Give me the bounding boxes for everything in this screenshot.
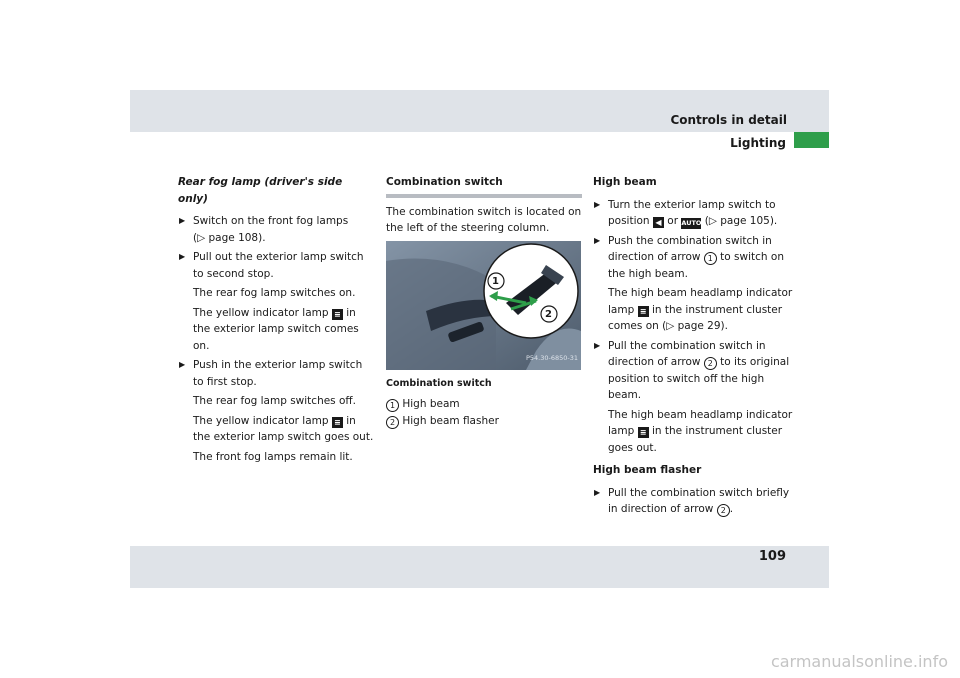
arrow-number: 2 — [717, 504, 730, 517]
note-text: The high beam headlamp indicator lamp — [608, 287, 793, 316]
step-text: . — [729, 503, 734, 515]
legend-number: 1 — [386, 399, 399, 412]
column-combination-switch — [386, 174, 582, 429]
note-front-fog-lit: The front fog lamps remain lit. — [193, 450, 353, 463]
intro-text: The combination switch is located on the left of the steering column. — [386, 205, 582, 234]
note-indicator-off — [178, 413, 374, 446]
note-text: in the exterior lamp switch goes out. — [193, 414, 374, 443]
legend-number: 2 — [386, 416, 399, 429]
note-high-beam-on — [593, 285, 793, 335]
step-push-switch: ▶ Push in the exterior lamp switch to first stop. — [178, 357, 374, 390]
high-beam-icon: ≡ — [638, 427, 649, 438]
note-text: in the exterior lamp switch comes on. — [193, 306, 359, 352]
step-turn-switch — [593, 197, 793, 230]
step-text: Push the combination switch in direction of arrow — [608, 234, 772, 263]
section-title: Controls in detail — [670, 113, 787, 127]
step-switch-front-fog — [178, 213, 374, 246]
auto-icon: AUTO — [681, 219, 702, 227]
figure-caption: Combination switch — [386, 377, 492, 389]
heading-rear-fog-lamp: Rear fog lamp (driver's side only) — [178, 176, 343, 205]
note-text: The yellow indicator lamp — [193, 414, 329, 427]
step-text: Turn the exterior lamp switch to position — [608, 198, 776, 227]
note-indicator-on — [178, 305, 374, 355]
fog-lamp-icon: ≡ — [332, 309, 343, 320]
low-beam-icon: ◀ — [653, 217, 664, 228]
heading-high-beam: High beam — [593, 176, 657, 188]
heading-high-beam-flasher: High beam flasher — [593, 464, 702, 476]
arrow-number: 2 — [704, 357, 717, 370]
callout-1: 1 — [492, 275, 499, 287]
note-high-beam-off — [593, 407, 793, 457]
callout-2: 2 — [545, 308, 552, 320]
note-rear-fog-off: The rear fog lamp switches off. — [193, 395, 356, 407]
step-push-combination — [593, 233, 793, 283]
section-tab — [794, 132, 829, 148]
combination-switch-photo — [386, 241, 581, 370]
photo-code: P54.30-6850-31 — [525, 354, 578, 362]
heading-combination-switch: Combination switch — [386, 174, 582, 198]
legend-text: High beam flasher — [402, 414, 499, 427]
step-pull-switch: ▶ Pull out the exterior lamp switch to second stop. — [178, 249, 374, 282]
page-ref-link[interactable]: (▷ page 105). — [704, 215, 778, 227]
step-flash — [593, 485, 793, 518]
column-high-beam — [593, 174, 793, 521]
high-beam-icon: ≡ — [638, 306, 649, 317]
step-text: Switch on the front fog lamps — [193, 215, 349, 227]
step-text: Pull the combination switch briefly in direction of arrow — [608, 486, 790, 515]
note-text: in the instrument cluster comes on (▷ page 29). — [608, 303, 783, 332]
step-text: to its original position to switch off the high beam. — [608, 356, 790, 401]
step-text: or — [667, 215, 679, 227]
page-ref-link[interactable]: (▷ page 108). — [193, 231, 266, 244]
note-text: in the instrument cluster goes out. — [608, 425, 783, 454]
watermark: carmanualsonline.info — [770, 652, 948, 671]
column-rear-fog-lamp — [178, 174, 374, 468]
subsection-title: Lighting — [730, 136, 786, 150]
page-number: 109 — [758, 549, 786, 564]
step-text: Pull the combination switch in direction of arrow — [608, 339, 766, 368]
footer-band — [130, 546, 829, 588]
legend-text: High beam — [402, 398, 460, 410]
legend-high-beam — [386, 396, 582, 413]
step-pull-combination — [593, 338, 793, 404]
step-text: to switch on the high beam. — [608, 251, 784, 280]
fog-lamp-icon: ≡ — [332, 417, 343, 428]
legend-high-beam-flasher — [386, 413, 582, 430]
note-rear-fog-on: The rear fog lamp switches on. — [193, 287, 356, 299]
note-text: The high beam headlamp indicator lamp — [608, 408, 793, 437]
note-text: The yellow indicator lamp — [193, 306, 329, 319]
arrow-number: 1 — [704, 252, 717, 265]
